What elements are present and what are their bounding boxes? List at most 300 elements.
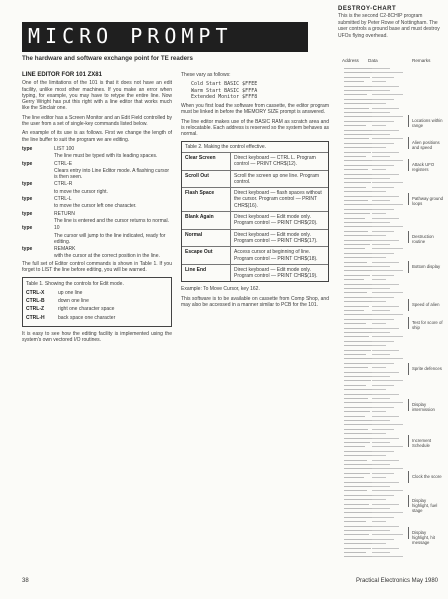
listing-row-mark: [344, 262, 367, 263]
listing-brace: [408, 115, 412, 127]
listing-row-mark: [372, 257, 386, 258]
listing-row-mark: [372, 213, 386, 214]
table-2-row: [182, 153, 328, 170]
table-2-desc: Direct keyboard — Edit mode only. Program control — PRINT CHR$(17).: [234, 231, 318, 244]
listing-remark: Clock the score: [412, 474, 442, 479]
listing-row-mark: [344, 332, 374, 333]
listing-remark: Display highlight, fuel stage: [412, 498, 438, 513]
listing-row-mark: [372, 77, 394, 78]
listing-row-mark: [344, 367, 368, 368]
command-key: [22, 189, 54, 195]
listing-row-mark: [344, 323, 366, 324]
listing-row-mark: [372, 222, 390, 223]
listing-row-mark: [372, 385, 394, 386]
listing-row-mark: [372, 174, 399, 175]
listing-row-mark: [372, 468, 403, 469]
table-1-row: [26, 298, 168, 304]
command-desc: to move the cursor left one character.: [54, 203, 137, 210]
listing-row-mark: [372, 526, 399, 527]
table-2-key: Clear Screen: [182, 153, 231, 170]
command-row: [22, 181, 172, 187]
table-2-key: Flash Space: [182, 188, 231, 211]
listing-row-mark: [372, 72, 403, 73]
listing-row-mark: [372, 517, 394, 518]
paragraph: The line editor makes use of the BASIC RAM as scratch area and is relocatable. Each address is reserved so the system behaves as normal.: [181, 118, 329, 138]
listing-row-mark: [344, 248, 365, 249]
table-2-desc: Direct keyboard — Edit mode only. Program control — PRINT CHR$(20).: [234, 214, 318, 227]
command-key: type: [22, 145, 33, 152]
listing-row-mark: [372, 156, 390, 157]
listing-brace: [408, 527, 412, 539]
table-1-row: [26, 290, 168, 296]
listing-row-mark: [372, 288, 390, 289]
table-1-key: CTRL-B: [26, 297, 45, 304]
command-desc: RETURN: [54, 210, 75, 217]
listing-row-mark: [344, 504, 369, 505]
listing-row-mark: [344, 460, 367, 461]
listing-column-header: Address: [342, 58, 359, 63]
listing-row-mark: [372, 103, 386, 104]
listing-row-mark: [372, 68, 390, 69]
listing-row-mark: [372, 380, 403, 381]
listing-row-mark: [344, 288, 372, 289]
table-2-key: Blank Again: [182, 212, 231, 229]
command-row: [22, 246, 172, 252]
listing-row-mark: [372, 306, 399, 307]
listing-row-mark: [344, 187, 366, 188]
command-row: [22, 146, 172, 152]
table-2-desc: Direct keyboard — CTRL L. Program control — PRINT CHR$(12).: [234, 154, 316, 168]
listing-row-mark: [372, 310, 390, 311]
listing-row-mark: [372, 539, 394, 540]
table-2-caption: Table 2. Making the control effective.: [182, 142, 328, 153]
listing-row-mark: [344, 108, 369, 109]
listing-row-mark: [372, 86, 399, 87]
listing-row-mark: [372, 152, 399, 153]
listing-row-mark: [344, 182, 371, 183]
table-2-row: [182, 246, 328, 264]
listing-row-mark: [344, 530, 374, 531]
listing-row-mark: [344, 310, 364, 311]
listing-brace: [408, 399, 412, 411]
listing-row-mark: [344, 94, 367, 95]
listing-row-mark: [372, 99, 394, 100]
paragraph: Example: To Move Cursor, key 162.: [181, 286, 260, 293]
listing-row-mark: [344, 213, 370, 214]
command-desc: to move the cursor right.: [54, 188, 108, 195]
listing-row-mark: [372, 169, 386, 170]
table-1-desc: up one line: [58, 289, 83, 296]
command-key: type: [22, 225, 33, 232]
listing-row-mark: [344, 81, 364, 82]
table-2-key: Scroll Out: [182, 171, 231, 188]
listing-row-mark: [372, 354, 390, 355]
table-1-row: [26, 306, 168, 312]
listing-row-mark: [372, 556, 403, 557]
listing-row-mark: [372, 160, 403, 161]
listing-remark: Alien positions and speed: [412, 140, 440, 150]
command-key: type: [22, 246, 33, 253]
listing-row-mark: [372, 297, 394, 298]
listing-row-mark: [344, 152, 371, 153]
command-desc: CTRL-E: [54, 160, 73, 167]
listing-row-mark: [372, 270, 403, 271]
column-1: [22, 72, 172, 346]
listing-row-mark: [372, 398, 390, 399]
listing-row-mark: [344, 499, 374, 500]
listing-row-mark: [344, 301, 374, 302]
listing-brace: [408, 159, 412, 171]
listing-brace: [408, 193, 412, 205]
listing-row-mark: [372, 121, 394, 122]
side-intro-text: This is the second C2-8CHIP program submitted by Peter Rowe of Nottingham. The user controls a ground base and must destroy UFOs flying overhead.: [338, 13, 440, 39]
paragraph: The line editor has a Screen Monitor and an Edit Field controlled by the user from a set of single-key commands listed below.: [22, 114, 172, 128]
listing-row-mark: [372, 332, 390, 333]
vector-item: Warm Start BASIC $FFFA: [191, 87, 258, 94]
listing-row-mark: [344, 468, 375, 469]
listing-row-mark: [372, 367, 386, 368]
listing-remark: Locations within range: [412, 118, 443, 128]
table-1-desc: right one character space: [58, 306, 115, 313]
listing-row-mark: [344, 350, 371, 351]
listing-row-mark: [344, 226, 373, 227]
table-1-rows: [26, 290, 168, 321]
command-desc: CTRL-R: [54, 181, 73, 188]
table-2-desc: Direct keyboard — flash spaces without the cursor. Program control — PRINT CHR$(16).: [234, 190, 322, 209]
listing-row-mark: [372, 508, 390, 509]
vector-item: Extended Monitor $FFF8: [191, 93, 258, 100]
paragraph: An example of its use is as follows. First we change the length of the line buffer to suit the program we are editing.: [22, 130, 172, 143]
table-2: [181, 141, 329, 283]
listing-row-mark: [372, 350, 399, 351]
listing-row-mark: [372, 446, 403, 447]
listing-row-mark: [372, 394, 399, 395]
masthead-title: MICRO PROMPT: [28, 24, 233, 48]
listing-row-mark: [344, 103, 374, 104]
table-2-desc: Access cursor at beginning of line. Program control — PRINT CHR$(18).: [234, 249, 318, 262]
masthead: [22, 22, 308, 52]
listing-row-mark: [372, 244, 390, 245]
listing-row-mark: [344, 521, 366, 522]
command-key: type: [22, 181, 33, 188]
command-row: [22, 218, 172, 224]
listing-row-mark: [344, 473, 370, 474]
command-desc: CTRL-L: [54, 196, 72, 203]
listing-row-mark: [372, 165, 394, 166]
command-key: type: [22, 160, 33, 167]
listing-row-mark: [372, 323, 386, 324]
listing-row-mark: [344, 156, 366, 157]
table-1-key: CTRL-X: [26, 289, 45, 296]
listing-remark: Display highlight, hit message: [412, 530, 435, 545]
listing-row-mark: [344, 319, 372, 320]
listing-row-mark: [372, 191, 386, 192]
listing-row-mark: [372, 424, 403, 425]
listing-row-mark: [344, 363, 374, 364]
listing-row-mark: [372, 90, 390, 91]
listing-row-mark: [372, 543, 386, 544]
listing-row-mark: [344, 77, 370, 78]
listing-row-mark: [344, 438, 375, 439]
listing-row-mark: [372, 451, 394, 452]
listing-remark: Pathway ground loops: [412, 196, 444, 206]
publication-footer: Practical Electronics May 1980: [355, 578, 438, 584]
listing-row-mark: [372, 112, 390, 113]
listing-row-mark: [344, 169, 368, 170]
table-1-key: CTRL-Z: [26, 306, 45, 313]
command-desc: The cursor will jump to the line indicated, ready for editing.: [54, 232, 166, 245]
table-2-row: [182, 187, 328, 211]
command-key: type: [22, 196, 33, 203]
listing-row-mark: [344, 196, 373, 197]
command-desc: The line is entered and the cursor returns to normal.: [54, 217, 170, 224]
listing-remark: Bottom display: [412, 264, 441, 269]
listing-column-header: Data: [368, 58, 378, 63]
listing-row-mark: [344, 279, 364, 280]
listing-row-mark: [344, 429, 368, 430]
command-row: [22, 196, 172, 202]
paragraph: One of the limitations of the 101 is that it does not have an edit facility, unlike most other machines. If you make an error when typing, for example, you may have to retype the entire line. Now Gerry Wright has put this right with a line editor that works much like the Sinclair one.: [22, 80, 172, 112]
listing-row-mark: [344, 354, 366, 355]
listing-brace: [408, 495, 412, 507]
listing-row-mark: [372, 473, 394, 474]
table-1-desc: down one line: [58, 297, 89, 304]
listing-row-mark: [372, 116, 403, 117]
vector-item: Cold Start BASIC $FFEE: [191, 81, 258, 88]
listing-row-mark: [344, 534, 369, 535]
listing-row-mark: [372, 314, 403, 315]
listing-brace: [408, 299, 412, 311]
listing-row-mark: [344, 336, 369, 337]
page-number: 38: [22, 578, 29, 584]
command-desc: Clears entry into Line Editor mode. A flashing cursor is then seen.: [54, 167, 170, 181]
listing-row-mark: [372, 266, 390, 267]
command-key: [22, 153, 54, 159]
listing-row-mark: [372, 301, 386, 302]
listing-row-mark: [344, 134, 374, 135]
listing-row-mark: [372, 138, 403, 139]
listing-row-mark: [372, 336, 403, 337]
listing-row-mark: [372, 534, 403, 535]
listing-row-mark: [372, 455, 386, 456]
column-2: [181, 72, 329, 311]
listing-row-mark: [344, 490, 367, 491]
listing-brace: [408, 435, 412, 447]
listing-row-mark: [344, 398, 368, 399]
command-row: [22, 189, 172, 195]
listing-row-mark: [372, 363, 394, 364]
table-1-caption: Table 1. Showing the controls for Edit mode.: [26, 281, 124, 288]
listing-row-mark: [344, 446, 365, 447]
table-2-key: Line End: [182, 265, 231, 282]
table-1: [22, 277, 172, 326]
listing-row-mark: [372, 240, 399, 241]
listing-row-mark: [344, 394, 373, 395]
vector-list: [191, 81, 329, 100]
listing-row-mark: [372, 416, 399, 417]
command-list: [22, 146, 172, 260]
listing-row-mark: [344, 407, 376, 408]
listing-row-mark: [344, 385, 366, 386]
listing-row-mark: [372, 253, 394, 254]
listing-row-mark: [372, 464, 390, 465]
side-intro-heading: DESTROY-CHART: [338, 6, 397, 12]
listing-row-mark: [344, 72, 375, 73]
listing-row-mark: [372, 482, 399, 483]
listing-row-mark: [372, 433, 386, 434]
listing-row-mark: [372, 81, 386, 82]
listing-row-mark: [344, 244, 370, 245]
listing-row-mark: [344, 306, 369, 307]
listing-brace: [408, 261, 412, 273]
listing-row-mark: [372, 420, 390, 421]
command-row: [22, 153, 172, 159]
table-1-row: [26, 315, 168, 321]
listing-row-mark: [344, 138, 369, 139]
command-key: [22, 203, 54, 209]
listing-brace: [408, 363, 412, 375]
listing-row-mark: [372, 319, 394, 320]
listing-row-mark: [372, 486, 390, 487]
listing-row-mark: [372, 521, 386, 522]
listing-row-mark: [372, 341, 394, 342]
listing-brace: [408, 471, 412, 483]
listing-remark: Sprite defences: [412, 366, 442, 371]
listing-row-mark: [344, 257, 372, 258]
listing-row-mark: [344, 275, 370, 276]
listing-row-mark: [344, 411, 370, 412]
command-row: [22, 253, 172, 259]
listing-row-mark: [344, 231, 368, 232]
listing-row-mark: [344, 121, 372, 122]
listing-remark: Test for score of ship: [412, 320, 443, 330]
command-desc: 10: [54, 225, 60, 232]
listing-row-mark: [372, 178, 390, 179]
listing-row-mark: [372, 328, 399, 329]
table-1-key: CTRL-H: [26, 314, 45, 321]
masthead-tagline: The hardware and software exchange point for TE readers: [22, 55, 193, 62]
listing-row-mark: [372, 284, 399, 285]
listing-row-mark: [372, 442, 390, 443]
listing-row-mark: [372, 411, 386, 412]
listing-row-mark: [372, 460, 399, 461]
command-row: [22, 168, 172, 181]
table-1-desc: back space one character: [58, 314, 116, 321]
listing-row-mark: [372, 279, 386, 280]
table-2-row: [182, 264, 328, 282]
listing-row-mark: [372, 407, 394, 408]
listing-row-mark: [372, 130, 399, 131]
article-heading: LINE EDITOR FOR 101 ZX81: [22, 72, 102, 78]
listing-row-mark: [372, 438, 399, 439]
listing-row-mark: [344, 200, 368, 201]
listing-row-mark: [372, 345, 386, 346]
table-2-key: Normal: [182, 230, 231, 247]
table-2-row: [182, 229, 328, 247]
listing-remark: Attack UFO registers: [412, 162, 435, 172]
listing-row-mark: [344, 125, 366, 126]
listing-row-mark: [344, 218, 365, 219]
table-2-row: [182, 170, 328, 188]
command-key: type: [22, 210, 33, 217]
listing-row-mark: [372, 512, 403, 513]
command-desc: REMARK: [54, 246, 76, 253]
table-2-key: Escape Out: [182, 247, 231, 264]
listing-row-mark: [372, 204, 403, 205]
listing-brace: [408, 137, 412, 149]
listing-row-mark: [372, 108, 399, 109]
listing-row-mark: [372, 552, 390, 553]
listing-row-mark: [344, 424, 373, 425]
listing-row-mark: [372, 275, 394, 276]
listing-row-mark: [372, 429, 394, 430]
listing-row-mark: [372, 499, 386, 500]
listing-remark: Speed of alien: [412, 302, 440, 307]
table-2-desc: Direct keyboard — Edit mode only. Program control — PRINT CHR$(19).: [234, 266, 318, 280]
side-intro: [338, 6, 442, 39]
command-row: [22, 203, 172, 209]
listing-row-mark: [372, 125, 386, 126]
listing-row-mark: [372, 372, 399, 373]
listing-row-mark: [372, 358, 403, 359]
listing-row-mark: [344, 240, 375, 241]
command-key: [22, 168, 54, 181]
listing-row-mark: [372, 235, 386, 236]
command-row: [22, 211, 172, 217]
listing-row-mark: [344, 292, 367, 293]
listing-brace: [408, 231, 412, 243]
paragraph: When you first load the software from cassette, the editor program must be linked in before the MEMORY SIZE prompt is answered.: [181, 103, 329, 116]
table-2-row: [182, 211, 328, 229]
listing-row-mark: [344, 209, 376, 210]
listing-row-mark: [372, 389, 386, 390]
listing-row-mark: [372, 490, 403, 491]
listing-row-mark: [372, 548, 399, 549]
listing-row-mark: [372, 292, 403, 293]
listing-row-mark: [344, 90, 372, 91]
listing-column-header: Remarks: [412, 58, 431, 63]
command-key: [22, 253, 54, 259]
listing-row-mark: [344, 455, 372, 456]
listing-row-mark: [344, 486, 372, 487]
listing-row-mark: [372, 147, 386, 148]
listing-row-mark: [372, 477, 386, 478]
paragraph: This software is to be available on cassette from Comp Shop, and may also be accessed in a manner similar to PCB for the 101.: [181, 295, 329, 309]
listing-row-mark: [344, 165, 374, 166]
paragraph: It is easy to see how the editing facility is implemented using the system's own vectored I/O routines.: [22, 330, 172, 344]
paragraph: The full set of Editor control commands is shown in Table 1. If you forget to LIST the line before editing, you will be warned.: [22, 260, 172, 274]
listing-remark: Increment Schedule: [412, 438, 432, 448]
listing-row-mark: [372, 187, 394, 188]
command-desc: The line must be typed with its leading spaces.: [54, 153, 158, 160]
listing-row-mark: [372, 248, 403, 249]
listing-row-mark: [372, 504, 399, 505]
listing-row-mark: [372, 231, 394, 232]
command-row: [22, 225, 172, 231]
command-key: [22, 233, 54, 246]
listing-row-mark: [344, 477, 364, 478]
command-desc: LIST 100: [54, 145, 75, 152]
listing-remark: Destruction routine: [412, 234, 434, 244]
program-listing: [338, 58, 442, 558]
paragraph: These vary as follows:: [181, 72, 231, 78]
listing-remark: Display intermission: [412, 402, 435, 412]
listing-row-mark: [344, 380, 371, 381]
table-2-rows: [182, 153, 328, 281]
listing-row-mark: [372, 530, 390, 531]
listing-row-mark: [344, 270, 375, 271]
listing-row-mark: [372, 376, 390, 377]
